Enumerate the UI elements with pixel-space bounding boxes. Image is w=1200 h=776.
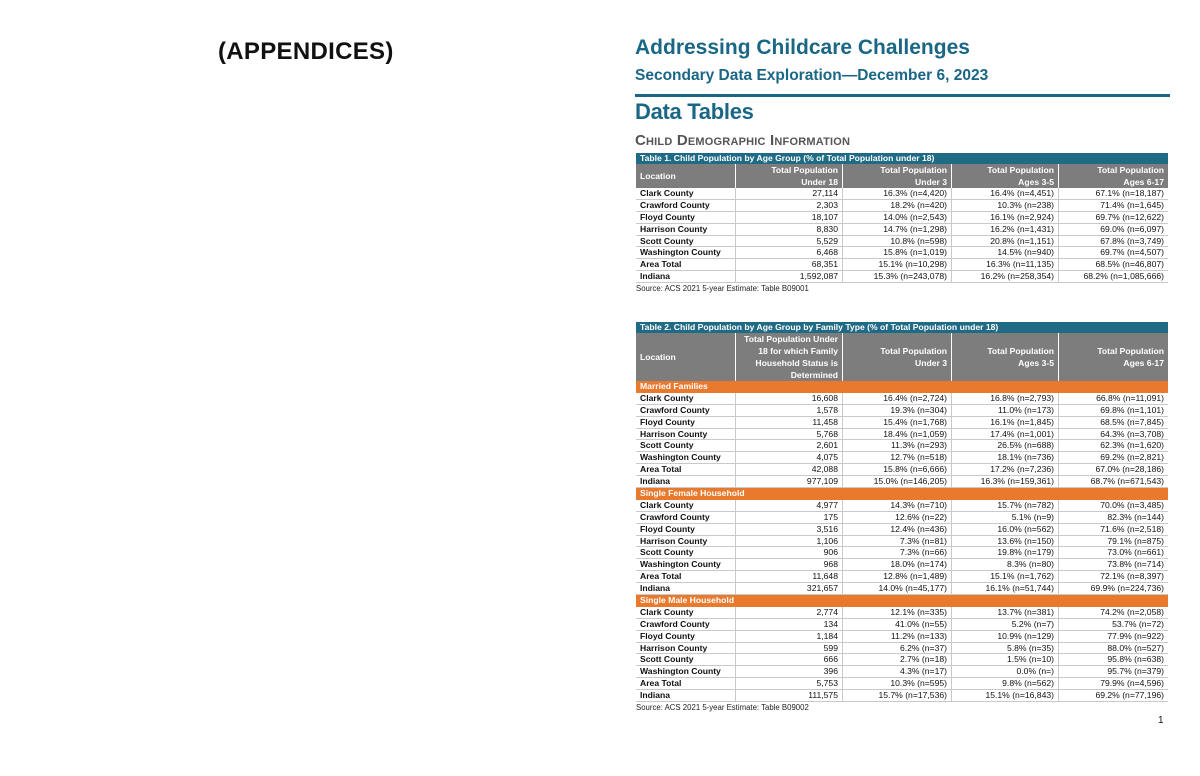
cell-under-3: 41.0% (n=55)	[843, 619, 952, 630]
cell-total: 1,592,087	[736, 271, 843, 282]
cell-ages-6-17: 67.0% (n=28,186)	[1095, 464, 1164, 475]
cell-ages-6-17: 68.7% (n=671,543)	[1090, 476, 1164, 487]
cell-location: Crawford County	[636, 619, 736, 630]
cell-under-3: 12.8% (n=1,489)	[843, 571, 952, 582]
header-location: Location	[636, 333, 736, 381]
cell-ages-3-5: 10.9% (n=129)	[952, 631, 1059, 642]
cell-under-3: 16.3% (n=4,420)	[843, 188, 952, 199]
table-row	[636, 476, 1168, 488]
cell-ages-6-17: 64.3% (n=3,708)	[1100, 428, 1164, 439]
subsection-title: Child Demographic Information	[635, 132, 851, 149]
cell-total: 11,648	[736, 571, 843, 582]
cell-total: 906	[736, 547, 843, 558]
cell-ages-3-5: 14.5% (n=940)	[952, 247, 1059, 258]
cell-under-3: 2.7% (n=18)	[843, 654, 952, 665]
cell-total: 68,351	[736, 259, 843, 270]
cell-ages-6-17: 69.8% (n=1,101)	[1100, 404, 1164, 415]
table-row	[636, 559, 1168, 571]
table-row	[636, 417, 1168, 429]
cell-ages-6-17: 69.0% (n=6,097)	[1100, 223, 1164, 234]
table-row	[636, 571, 1168, 583]
cell-ages-3-5: 16.3% (n=11,135)	[952, 259, 1059, 270]
cell-ages-3-5: 5.1% (n=9)	[952, 512, 1059, 523]
cell-under-3: 15.4% (n=1,768)	[843, 417, 952, 428]
table-row	[636, 583, 1168, 595]
cell-location: Floyd County	[636, 417, 736, 428]
cell-under-3: 12.6% (n=22)	[843, 512, 952, 523]
cell-location: Floyd County	[636, 631, 736, 642]
cell-under-3: 10.8% (n=598)	[843, 236, 952, 247]
cell-ages-6-17: 68.5% (n=7,845)	[1100, 416, 1164, 427]
report-title: Addressing Childcare Challenges	[635, 36, 970, 59]
cell-location: Clark County	[636, 188, 736, 199]
cell-ages-3-5: 16.2% (n=1,431)	[952, 224, 1059, 235]
cell-under-3: 14.0% (n=2,543)	[843, 212, 952, 223]
cell-location: Harrison County	[636, 429, 736, 440]
cell-location: Scott County	[636, 440, 736, 451]
table-row	[636, 236, 1168, 248]
cell-ages-6-17: 53.7% (n=72)	[1112, 618, 1164, 629]
cell-location: Crawford County	[636, 405, 736, 416]
cell-total: 11,458	[736, 417, 843, 428]
cell-ages-3-5: 26.5% (n=688)	[952, 440, 1059, 451]
cell-total: 8,830	[736, 224, 843, 235]
table-source: Source: ACS 2021 5-year Estimate: Table B09001	[636, 284, 809, 294]
cell-under-3: 16.4% (n=2,724)	[843, 393, 952, 404]
cell-total: 18,107	[736, 212, 843, 223]
cell-total: 321,657	[736, 583, 843, 594]
cell-ages-3-5: 11.0% (n=173)	[952, 405, 1059, 416]
cell-location: Indiana	[636, 476, 736, 487]
section-title: Data Tables	[635, 99, 754, 124]
cell-under-3: 12.7% (n=518)	[843, 452, 952, 463]
page-number: 1	[1158, 715, 1164, 726]
cell-total: 134	[736, 619, 843, 630]
cell-location: Crawford County	[636, 512, 736, 523]
table-row	[636, 452, 1168, 464]
cell-total: 666	[736, 654, 843, 665]
cell-ages-3-5: 15.1% (n=16,843)	[952, 690, 1059, 701]
table-row	[636, 200, 1168, 212]
cell-ages-3-5: 0.0% (n=)	[952, 666, 1059, 677]
cell-ages-3-5: 16.4% (n=4,451)	[952, 188, 1059, 199]
cell-ages-3-5: 8.3% (n=80)	[952, 559, 1059, 570]
table-row	[636, 464, 1168, 476]
cell-location: Harrison County	[636, 536, 736, 547]
header-ages-3-5: Total Population Ages 3-5	[952, 333, 1059, 381]
cell-total: 111,575	[736, 690, 843, 701]
cell-under-3: 15.8% (n=1,019)	[843, 247, 952, 258]
table-row	[636, 678, 1168, 690]
cell-location: Clark County	[636, 500, 736, 511]
cell-under-3: 15.0% (n=146,205)	[843, 476, 952, 487]
cell-total: 2,601	[736, 440, 843, 451]
cell-under-3: 4.3% (n=17)	[843, 666, 952, 677]
cell-location: Harrison County	[636, 224, 736, 235]
cell-location: Scott County	[636, 547, 736, 558]
cell-total: 1,578	[736, 405, 843, 416]
cell-ages-6-17: 62.3% (n=1,620)	[1100, 440, 1164, 451]
table-row	[636, 654, 1168, 666]
cell-ages-3-5: 16.2% (n=258,354)	[952, 271, 1059, 282]
cell-ages-6-17: 69.2% (n=2,821)	[1100, 452, 1164, 463]
table-row	[636, 607, 1168, 619]
table-row	[636, 247, 1168, 259]
cell-ages-6-17: 79.1% (n=875)	[1107, 535, 1164, 546]
cell-ages-6-17: 69.2% (n=77,196)	[1095, 690, 1164, 701]
cell-ages-3-5: 19.8% (n=179)	[952, 547, 1059, 558]
table-family-type	[636, 322, 1168, 713]
cell-location: Clark County	[636, 607, 736, 618]
table-row	[636, 536, 1168, 548]
cell-under-3: 7.3% (n=66)	[843, 547, 952, 558]
cell-total: 5,753	[736, 678, 843, 689]
cell-ages-3-5: 15.1% (n=1,762)	[952, 571, 1059, 582]
cell-ages-3-5: 16.8% (n=2,793)	[952, 393, 1059, 404]
table-row	[636, 259, 1168, 271]
cell-ages-3-5: 16.1% (n=1,845)	[952, 417, 1059, 428]
header-under-3: Total Population Under 3	[843, 333, 952, 381]
table-body	[636, 188, 1168, 283]
cell-ages-3-5: 5.8% (n=35)	[952, 643, 1059, 654]
header-under-3: Total Population Under 3	[843, 164, 952, 188]
cell-under-3: 6.2% (n=37)	[843, 643, 952, 654]
table-row	[636, 440, 1168, 452]
cell-ages-6-17: 66.8% (n=11,091)	[1096, 392, 1164, 403]
cell-total: 3,516	[736, 524, 843, 535]
appendices-heading: (APPENDICES)	[218, 38, 394, 65]
cell-ages-6-17: 79.9% (n=4,596)	[1100, 678, 1164, 689]
title-rule	[635, 94, 1170, 97]
header-total-under-18: Total Population Under 18	[736, 164, 843, 188]
table-row	[636, 188, 1168, 200]
cell-under-3: 15.3% (n=243,078)	[843, 271, 952, 282]
cell-total: 42,088	[736, 464, 843, 475]
cell-ages-3-5: 16.1% (n=2,924)	[952, 212, 1059, 223]
cell-under-3: 10.3% (n=595)	[843, 678, 952, 689]
header-ages-6-17: Total Population Ages 6-17	[1097, 165, 1164, 187]
cell-ages-6-17: 95.7% (n=379)	[1107, 666, 1164, 677]
table-row	[636, 690, 1168, 702]
cell-location: Indiana	[636, 690, 736, 701]
cell-ages-6-17: 88.0% (n=527)	[1107, 642, 1164, 653]
cell-location: Clark County	[636, 393, 736, 404]
cell-total: 599	[736, 643, 843, 654]
cell-location: Floyd County	[636, 524, 736, 535]
table-row	[636, 524, 1168, 536]
cell-ages-6-17: 74.2% (n=2,058)	[1100, 606, 1164, 617]
cell-under-3: 7.3% (n=81)	[843, 536, 952, 547]
cell-total: 4,075	[736, 452, 843, 463]
cell-total: 1,184	[736, 631, 843, 642]
table-child-population	[636, 153, 1168, 294]
cell-total: 4,977	[736, 500, 843, 511]
table-row	[636, 666, 1168, 678]
header-total-determined: Total Population Under 18 for which Family Household Status is Determined	[736, 333, 843, 381]
cell-location: Area Total	[636, 259, 736, 270]
table-row	[636, 429, 1168, 441]
group-header: Single Male Household	[636, 595, 1168, 607]
cell-total: 5,768	[736, 429, 843, 440]
cell-total: 16,608	[736, 393, 843, 404]
cell-location: Crawford County	[636, 200, 736, 211]
cell-location: Washington County	[636, 666, 736, 677]
cell-ages-3-5: 9.8% (n=562)	[952, 678, 1059, 689]
cell-under-3: 15.1% (n=10,298)	[843, 259, 952, 270]
cell-ages-3-5: 17.2% (n=7,236)	[952, 464, 1059, 475]
cell-total: 175	[736, 512, 843, 523]
cell-ages-6-17: 71.6% (n=2,518)	[1100, 523, 1164, 534]
cell-under-3: 19.3% (n=304)	[843, 405, 952, 416]
cell-under-3: 14.7% (n=1,298)	[843, 224, 952, 235]
table-row	[636, 512, 1168, 524]
table-row	[636, 631, 1168, 643]
table-caption: Table 2. Child Population by Age Group by Family Type (% of Total Population under 18)	[636, 322, 1168, 333]
cell-under-3: 18.0% (n=174)	[843, 559, 952, 570]
cell-ages-3-5: 15.7% (n=782)	[952, 500, 1059, 511]
cell-location: Indiana	[636, 583, 736, 594]
cell-ages-6-17: 73.8% (n=714)	[1107, 559, 1164, 570]
cell-ages-3-5: 16.0% (n=562)	[952, 524, 1059, 535]
cell-ages-6-17: 68.5% (n=46,807)	[1095, 259, 1164, 270]
cell-ages-6-17: 73.0% (n=661)	[1107, 547, 1164, 558]
cell-ages-6-17: 69.9% (n=224,736)	[1090, 583, 1164, 594]
cell-location: Area Total	[636, 678, 736, 689]
cell-under-3: 14.0% (n=45,177)	[843, 583, 952, 594]
cell-ages-6-17: 95.8% (n=638)	[1107, 654, 1164, 665]
cell-total: 977,109	[736, 476, 843, 487]
cell-total: 396	[736, 666, 843, 677]
cell-ages-3-5: 13.6% (n=150)	[952, 536, 1059, 547]
cell-under-3: 11.3% (n=293)	[843, 440, 952, 451]
cell-location: Washington County	[636, 559, 736, 570]
header-ages-6-17: Total Population Ages 6-17	[1097, 346, 1164, 368]
cell-ages-6-17: 70.0% (n=3,485)	[1100, 499, 1164, 510]
cell-ages-3-5: 13.7% (n=381)	[952, 607, 1059, 618]
table-row	[636, 393, 1168, 405]
table-row	[636, 547, 1168, 559]
cell-ages-6-17: 69.7% (n=4,507)	[1100, 247, 1164, 258]
cell-location: Floyd County	[636, 212, 736, 223]
table-row	[636, 643, 1168, 655]
cell-under-3: 12.4% (n=436)	[843, 524, 952, 535]
cell-ages-6-17: 71.4% (n=1,645)	[1100, 199, 1164, 210]
header-location: Location	[636, 164, 736, 188]
cell-total: 2,774	[736, 607, 843, 618]
group-header: Married Families	[636, 381, 1168, 393]
cell-ages-3-5: 16.3% (n=159,361)	[952, 476, 1059, 487]
cell-location: Area Total	[636, 464, 736, 475]
group-header: Single Female Household	[636, 488, 1168, 500]
cell-under-3: 12.1% (n=335)	[843, 607, 952, 618]
cell-location: Indiana	[636, 271, 736, 282]
table-row	[636, 224, 1168, 236]
cell-total: 2,303	[736, 200, 843, 211]
cell-under-3: 14.3% (n=710)	[843, 500, 952, 511]
cell-location: Harrison County	[636, 643, 736, 654]
cell-ages-6-17: 77.9% (n=922)	[1107, 630, 1164, 641]
table-row	[636, 500, 1168, 512]
cell-under-3: 15.7% (n=17,536)	[843, 690, 952, 701]
report-subtitle: Secondary Data Exploration—December 6, 2023	[635, 67, 989, 84]
cell-ages-3-5: 18.1% (n=736)	[952, 452, 1059, 463]
cell-under-3: 15.8% (n=6,666)	[843, 464, 952, 475]
table-caption: Table 1. Child Population by Age Group (% of Total Population under 18)	[636, 153, 1168, 164]
cell-ages-3-5: 10.3% (n=238)	[952, 200, 1059, 211]
cell-total: 1,106	[736, 536, 843, 547]
cell-location: Washington County	[636, 247, 736, 258]
cell-ages-6-17: 69.7% (n=12,622)	[1095, 211, 1164, 222]
cell-ages-6-17: 67.1% (n=18,187)	[1095, 188, 1164, 198]
cell-location: Area Total	[636, 571, 736, 582]
cell-ages-6-17: 72.1% (n=8,397)	[1100, 571, 1164, 582]
cell-under-3: 11.2% (n=133)	[843, 631, 952, 642]
cell-ages-3-5: 17.4% (n=1,001)	[952, 429, 1059, 440]
cell-location: Washington County	[636, 452, 736, 463]
cell-under-3: 18.4% (n=1,059)	[843, 429, 952, 440]
cell-ages-6-17: 67.8% (n=3,749)	[1100, 235, 1164, 246]
table-header	[636, 164, 1168, 188]
table-row	[636, 212, 1168, 224]
cell-ages-3-5: 1.5% (n=10)	[952, 654, 1059, 665]
cell-location: Scott County	[636, 654, 736, 665]
cell-total: 6,468	[736, 247, 843, 258]
cell-total: 968	[736, 559, 843, 570]
cell-ages-6-17: 82.3% (n=144)	[1107, 511, 1164, 522]
table-body	[636, 381, 1168, 702]
header-ages-3-5: Total Population Ages 3-5	[952, 164, 1059, 188]
cell-ages-6-17: 68.2% (n=1,085,666)	[1083, 271, 1164, 282]
cell-under-3: 18.2% (n=420)	[843, 200, 952, 211]
cell-ages-3-5: 16.1% (n=51,744)	[952, 583, 1059, 594]
cell-location: Scott County	[636, 236, 736, 247]
table-header	[636, 333, 1168, 381]
table-row	[636, 619, 1168, 631]
table-row	[636, 271, 1168, 283]
cell-total: 27,114	[736, 188, 843, 199]
cell-ages-3-5: 20.8% (n=1,151)	[952, 236, 1059, 247]
table-source: Source: ACS 2021 5-year Estimate: Table B09002	[636, 703, 809, 713]
cell-ages-3-5: 5.2% (n=7)	[952, 619, 1059, 630]
table-row	[636, 405, 1168, 417]
cell-total: 5,529	[736, 236, 843, 247]
